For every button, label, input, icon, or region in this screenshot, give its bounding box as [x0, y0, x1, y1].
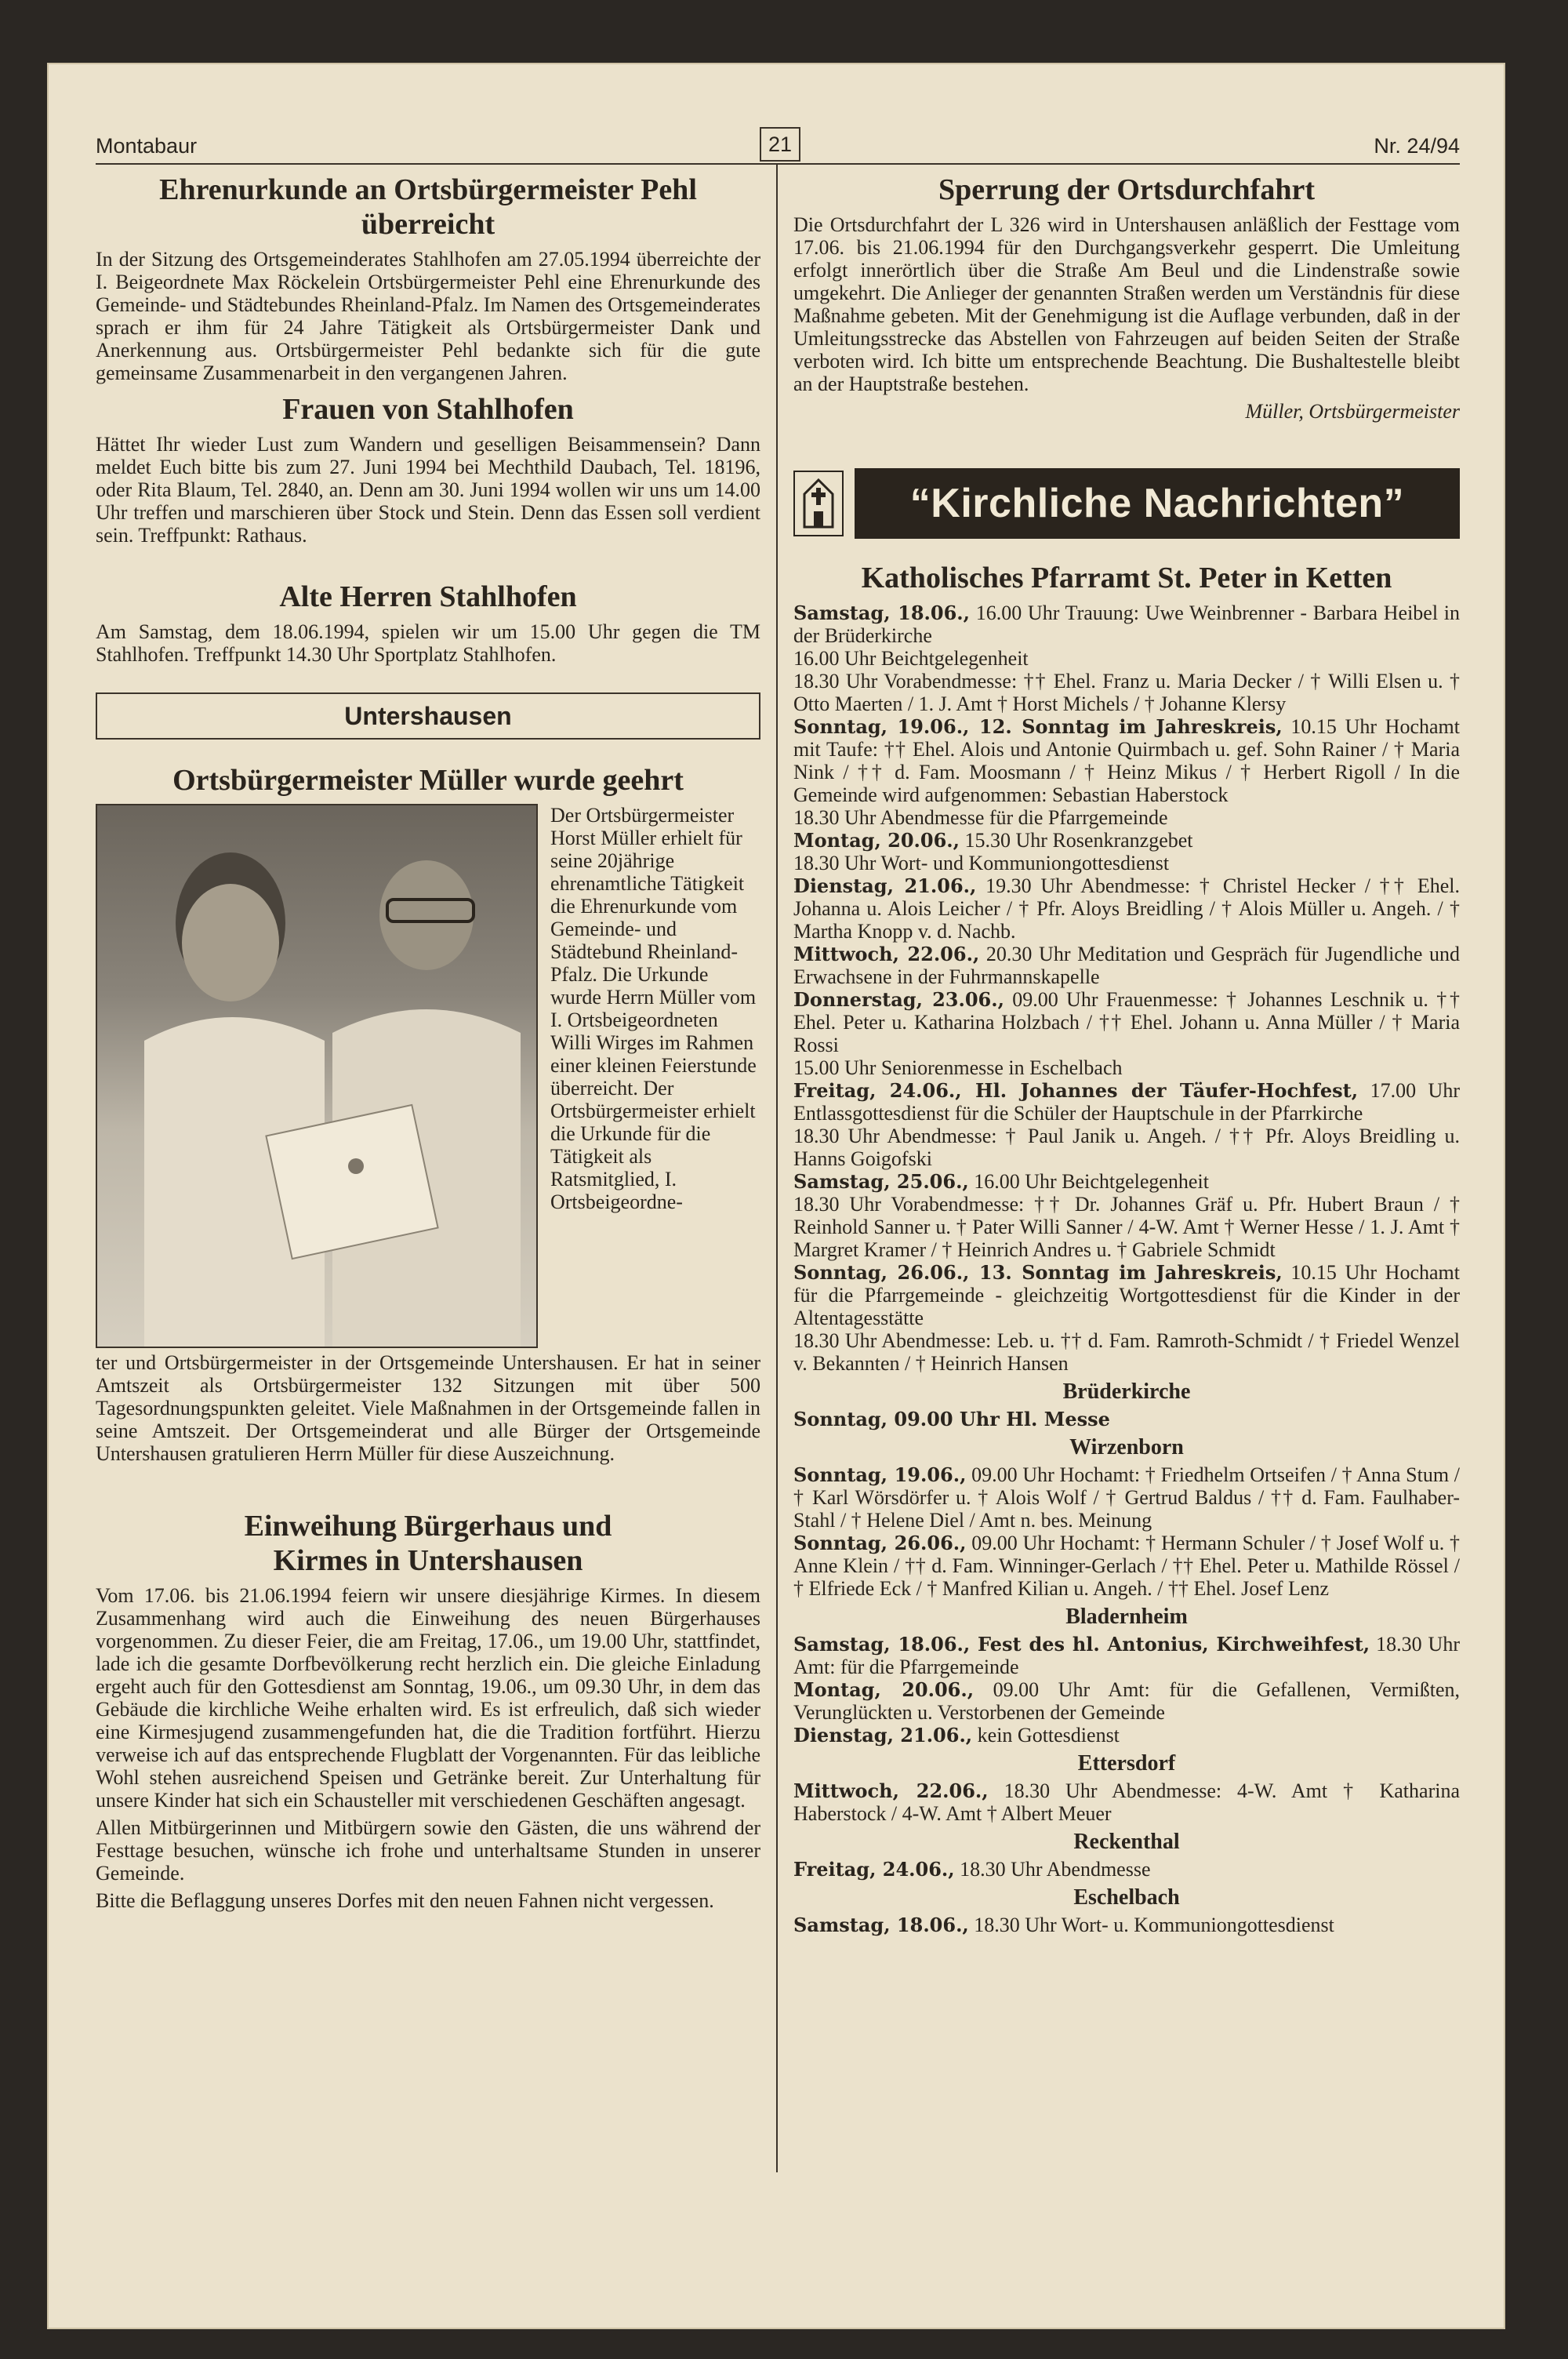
- schedule-date: Freitag, 24.06.,: [793, 1858, 955, 1881]
- schedule-text: 18.30 Uhr Abendmesse: Leb. u. †† d. Fam. Ramroth-Schmidt / † Friedel Wenzel v. Bekannten / † Heinrich Hansen: [793, 1329, 1460, 1375]
- parish-sections: [793, 1379, 1460, 1936]
- section-box-untershausen: Untershausen: [96, 692, 760, 740]
- schedule-entry: [793, 852, 1460, 874]
- schedule-date: Sonntag, 26.06.,: [793, 1532, 967, 1554]
- schedule-text: 15.30 Uhr Rosenkranzgebet: [960, 829, 1193, 852]
- article-text-mueller: ter und Ortsbürgermeister in der Ortsgemeinde Untershausen. Er hat in seiner Amtszeit als Ortsbürgermeister 132 Sitzungen mit über 500 Tagesordnungspunkten geleitet. Viele Maßnahmen in der Ortsgemeinde fallen in seine Amtszeit. Der Ortsgemeinderat und alle Bürger der Ortsgemeinde Untershausen gratulieren Herrn Müller für diese Auszeichnung.: [96, 1351, 760, 1465]
- column-divider: [776, 165, 778, 2172]
- schedule-text: 09.00 Uhr Frauenmesse: † Johannes Leschnik u. †† Ehel. Peter u. Katharina Holzbach / †† Ehel. Johann u. Anna Müller / † Maria Rossi: [793, 988, 1460, 1056]
- article-text-einweihung-2: Allen Mitbürgerinnen und Mitbürgern sowie den Gästen, die uns während der Festtage besuchen, wünsche ich frohe und unterhaltsame Stunden in unserer Gemeinde.: [96, 1816, 760, 1885]
- schedule-text: 18.30 Uhr Abendmesse: † Paul Janik u. Angeh. / †† Pfr. Aloys Breidling u. Hanns Goigofski: [793, 1125, 1460, 1170]
- schedule-text: 09.00 Uhr Amt: für die Gefallenen, Vermißten, Verunglückten u. Verstorbenen der Gemeinde: [793, 1678, 1461, 1724]
- schedule-date: Dienstag, 21.06.,: [793, 1724, 973, 1747]
- parish-heading: Reckenthal: [1073, 1830, 1180, 1854]
- article-text-frauen: Hättet Ihr wieder Lust zum Wandern und geselligen Beisammensein? Dann meldet Euch bitte bis zum 27. Juni 1994 bei Mechthild Daubach, Tel. 18196, oder Rita Blaum, Tel. 2840, an. Denn am 30. Juni 1994 wollen wir uns um 14.00 Uhr treffen und marschieren über Stock und Stein. Denn das Essen soll verdient sein. Treffpunkt: Rathaus.: [96, 433, 760, 547]
- schedule-date: Montag, 20.06.,: [793, 1678, 975, 1701]
- schedule-text: 18.30 Uhr Amt: für die Pfarrgemeinde: [793, 1633, 1460, 1678]
- schedule-text: 19.30 Uhr Abendmesse: † Christel Hecker / †† Ehel. Johanna u. Alois Leicher / † Pfr. Aloys Breidling / † Alois Müller u. Angeh. / † Martha Knopp v. d. Nachb.: [793, 874, 1460, 943]
- article-text-alte-herren: Am Samstag, dem 18.06.1994, spielen wir um 15.00 Uhr gegen die TM Stahlhofen. Treffpunkt 14.30 Uhr Sportplatz Stahlhofen.: [96, 620, 760, 666]
- photo-two-men-certificate: [96, 804, 538, 1348]
- schedule-text: kein Gottesdienst: [972, 1724, 1120, 1747]
- schedule-text: 20.30 Uhr Meditation und Gespräch für Jugendliche und Erwachsene in der Fuhrmannskapelle: [793, 943, 1460, 988]
- schedule-entry: [793, 1079, 1460, 1125]
- schedule-date: Donnerstag, 23.06.,: [793, 988, 1004, 1011]
- schedule-entry: [793, 806, 1460, 829]
- photo-block: [96, 804, 760, 1348]
- schedule-entry: [793, 829, 1460, 852]
- schedule-text: 10.15 Uhr Hochamt für die Pfarrgemeinde - gleichzeitig Wortgottesdienst für die Kinder in der Altentagesstätte: [793, 1261, 1460, 1329]
- schedule-entry: [793, 943, 1460, 988]
- schedule-entry: [793, 1724, 1460, 1747]
- article-text-einweihung-1: Vom 17.06. bis 21.06.1994 feiern wir unsere diesjährige Kirmes. In diesem Zusammenhang wird auch die Einweihung des neuen Bürgerhauses vorgenommen. Zu dieser Feier, die am Freitag, 17.06., um 19.00 Uhr, stattfindet, lade ich die gesamte Dorfbevölkerung recht herzlich ein. Die gleiche Einladung ergeht auch für den Gottesdienst am Sonntag, 19.06., um 09.30 Uhr, in dem das Gebäude die kirchliche Weihe erhalten wird. Es ist erfreulich, daß sich wieder eine Kirmesjugend zusammengefunden hat, die die Tradition fortführt. Hierzu verweise ich auf das entsprechende Flugblatt der Vorgenannten. Für das leibliche Wohl stehen ausreichend Speisen und Getränke bereit. Zur Unterhaltung für unsere Kinder hat sich ein Schausteller mit verschiedenen Geschäften angesagt.: [96, 1584, 760, 1812]
- article-text-ehrenurkunde: In der Sitzung des Ortsgemeinderates Stahlhofen am 27.05.1994 überreichte der I. Beigeordnete Max Röckelein Ortsbürgermeister Pehl eine Ehrenurkunde des Gemeinde- und Städtebundes Rheinland-Pfalz. Im Namen des Ortsgemeinderates sprach er ihm für 24 Jahre Tätigkeit als Ortsbürgermeister Dank und Anerkennung aus. Ortsbürgermeister Pehl bedankte sich für die gute gemeinsame Zusammenarbeit in den vergangenen Jahren.: [96, 248, 760, 384]
- left-column: [96, 173, 760, 1917]
- schedule-date: Dienstag, 21.06.,: [793, 874, 977, 897]
- church-icon: [793, 471, 844, 536]
- schedule-entry: [793, 1408, 1460, 1430]
- schedule-entry: [793, 1633, 1460, 1678]
- article-title-alte-herren: Alte Herren Stahlhofen: [279, 580, 577, 613]
- parish-heading: Eschelbach: [1073, 1885, 1180, 1910]
- schedule-date: Samstag, 18.06.,: [793, 1914, 969, 1936]
- schedule-entry: [793, 1329, 1460, 1375]
- schedule-text: 09.00 Uhr Hochamt: † Friedhelm Ortseifen / † Anna Stum / † Karl Wörsdörfer u. † Alois Wolf / † Gertrud Baldus / †† d. Fam. Faulhaber-Stahl / † Helene Diel / Amt n. bes. Meinung: [793, 1463, 1461, 1532]
- article-title-frauen: Frauen von Stahlhofen: [282, 393, 574, 426]
- schedule-date: Sonntag, 09.00 Uhr Hl. Messe: [793, 1408, 1110, 1430]
- kirchliche-nachrichten-banner: [793, 468, 1460, 539]
- schedule-date: Sonntag, 26.06., 13. Sonntag im Jahreskreis,: [793, 1261, 1283, 1284]
- page-number: 21: [760, 127, 800, 162]
- schedule-entry: [793, 1914, 1460, 1936]
- parish-heading: Ettersdorf: [1077, 1751, 1176, 1776]
- article-text-sperrung: Die Ortsdurchfahrt der L 326 wird in Untershausen anläßlich der Festtage vom 17.06. bis 21.06.1994 für den Durchgangsverkehr gesperrt. Die Umleitung erfolgt innerörtlich über die Straße Am Beul und die Lindenstraße sowie umgekehrt. Die Anlieger der genannten Straßen werden um Verständnis für diese Maßnahme gebeten. Mit der Genehmigung ist die Auflage verbunden, daß in der Umleitungsstrecke das Abstellen von Fahrzeugen auf beiden Seiten der Straße verboten wird. Ich bitte um entsprechende Beachtung. Die Bushaltestelle bleibt an der Hauptstraße bestehen.: [793, 213, 1460, 395]
- parish-heading: Bladernheim: [1065, 1605, 1188, 1629]
- schedule-entry: [793, 1056, 1460, 1079]
- article-title-ehrenurkunde: Ehrenurkunde an Ortsbürgermeister Pehl überreicht: [159, 173, 697, 241]
- schedule-text: 16.00 Uhr Beichtgelegenheit: [968, 1170, 1209, 1193]
- article-title-mueller: Ortsbürgermeister Müller wurde geehrt: [172, 764, 684, 797]
- right-column: [793, 173, 1460, 1936]
- schedule-text: 18.30 Uhr Wort- u. Kommuniongottesdienst: [968, 1914, 1334, 1936]
- schedule-text: 15.00 Uhr Seniorenmesse in Eschelbach: [793, 1056, 1123, 1079]
- schedule-text: 18.30 Uhr Abendmesse: [954, 1858, 1151, 1881]
- schedule-entry: [793, 1463, 1460, 1532]
- schedule-entry: [793, 1261, 1460, 1329]
- article-title-einweihung: Einweihung Bürgerhaus und Kirmes in Untershausen: [244, 1510, 612, 1577]
- kath-title: Katholisches Pfarramt St. Peter in Ketten: [861, 562, 1392, 594]
- schedule-entry: [793, 1858, 1460, 1881]
- schedule-entry: [793, 1678, 1460, 1724]
- schedule-text: 18.30 Uhr Wort- und Kommuniongottesdienst: [793, 852, 1170, 874]
- schedule-text: 16.00 Uhr Trauung: Uwe Weinbrenner - Barbara Heibel in der Brüderkirche: [793, 602, 1461, 647]
- article-signature: Müller, Ortsbürgermeister: [1245, 400, 1460, 423]
- schedule-entry: [793, 670, 1460, 715]
- parish-heading: Brüderkirche: [1062, 1379, 1191, 1404]
- parish-heading: Wirzenborn: [1069, 1435, 1184, 1459]
- schedule-entry: [793, 874, 1460, 943]
- photo-caption: Der Ortsbürgermeister Horst Müller erhielt für seine 20jährige ehrenamtliche Tätigkeit die Ehrenurkunde vom Gemeinde- und Städtebund Rheinland-Pfalz. Die Urkunde wurde Herrn Müller vom I. Ortsbeigeordneten Willi Wirges im Rahmen einer kleinen Feierstunde überreicht. Der Ortsbürgermeister erhielt die Urkunde für die Tätigkeit als Ratsmitglied, I. Ortsbeigeordne-: [550, 804, 757, 1213]
- schedule-entry: [793, 1532, 1460, 1600]
- schedule-entry: [793, 715, 1460, 806]
- schedule-date: Freitag, 24.06., Hl. Johannes der Täufer-Hochfest,: [793, 1079, 1359, 1102]
- schedule-text: 09.00 Uhr Hochamt: † Hermann Schuler / † Josef Wolf u. † Anne Klein / †† d. Fam. Winninger-Gerlach / †† Ehel. Peter u. Mathilde Rössel / † Elfriede Eck / † Manfred Kilian u. Angeh. / †† Ehel. Josef Lenz: [793, 1532, 1461, 1600]
- schedule-entry: [793, 1193, 1460, 1261]
- schedule-text: 17.00 Uhr Entlassgottesdienst für die Schüler der Hauptschule in der Pfarrkirche: [793, 1079, 1460, 1125]
- schedule-date: Samstag, 18.06., Fest des hl. Antonius, Kirchweihfest,: [793, 1633, 1370, 1656]
- schedule-entry: [793, 1779, 1460, 1825]
- schedule-text: 16.00 Uhr Beichtgelegenheit: [793, 647, 1029, 670]
- schedule-date: Montag, 20.06.,: [793, 829, 960, 852]
- schedule-text: 18.30 Uhr Abendmesse: 4-W. Amt † Katharina Haberstock / 4-W. Amt † Albert Meuer: [793, 1779, 1460, 1825]
- schedule-date: Samstag, 25.06.,: [793, 1170, 969, 1193]
- issue-number: Nr. 24/94: [1374, 134, 1460, 158]
- schedule-text: 18.30 Uhr Abendmesse für die Pfarrgemeinde: [793, 806, 1168, 829]
- schedule-date: Samstag, 18.06.,: [793, 602, 970, 624]
- banner-title: “Kirchliche Nachrichten”: [855, 468, 1460, 539]
- schedule-date: Sonntag, 19.06.,: [793, 1463, 967, 1486]
- kath-entry-list: [793, 602, 1460, 1375]
- header-town: Montabaur: [96, 134, 198, 158]
- schedule-entry: [793, 988, 1460, 1056]
- schedule-text: 10.15 Uhr Hochamt mit Taufe: †† Ehel. Alois und Antonie Quirmbach u. gef. Sohn Rainer / † Maria Nink / †† d. Fam. Moosmann / † Heinz Mikus / † Herbert Rigoll / In die Gemeinde wird aufgenommen: Sebastian Haberstock: [793, 715, 1460, 806]
- schedule-entry: [793, 647, 1460, 670]
- schedule-text: 18.30 Uhr Vorabendmesse: †† Ehel. Franz u. Maria Decker / † Willi Elsen u. † Otto Maerten / 1. J. Amt † Horst Michels / † Johanne Klersy: [793, 670, 1460, 715]
- schedule-date: Sonntag, 19.06., 12. Sonntag im Jahreskreis,: [793, 715, 1283, 738]
- schedule-entry: [793, 1170, 1460, 1193]
- article-text-einweihung-3: Bitte die Beflaggung unseres Dorfes mit den neuen Fahnen nicht vergessen.: [96, 1889, 714, 1912]
- schedule-date: Mittwoch, 22.06.,: [793, 943, 980, 965]
- schedule-date: Mittwoch, 22.06.,: [793, 1779, 989, 1802]
- schedule-text: 18.30 Uhr Vorabendmesse: †† Dr. Johannes Gräf u. Pfr. Hubert Braun / † Reinhold Sanner u. † Pater Willi Sanner / 4-W. Amt † Werner Hesse / 1. J. Amt † Margret Kramer / † Heinrich Andres u. † Gabriele Schmidt: [793, 1193, 1460, 1261]
- schedule-entry: [793, 602, 1460, 647]
- schedule-entry: [793, 1125, 1460, 1170]
- article-title-sperrung: Sperrung der Ortsdurchfahrt: [938, 173, 1315, 206]
- page-header: [96, 125, 1460, 165]
